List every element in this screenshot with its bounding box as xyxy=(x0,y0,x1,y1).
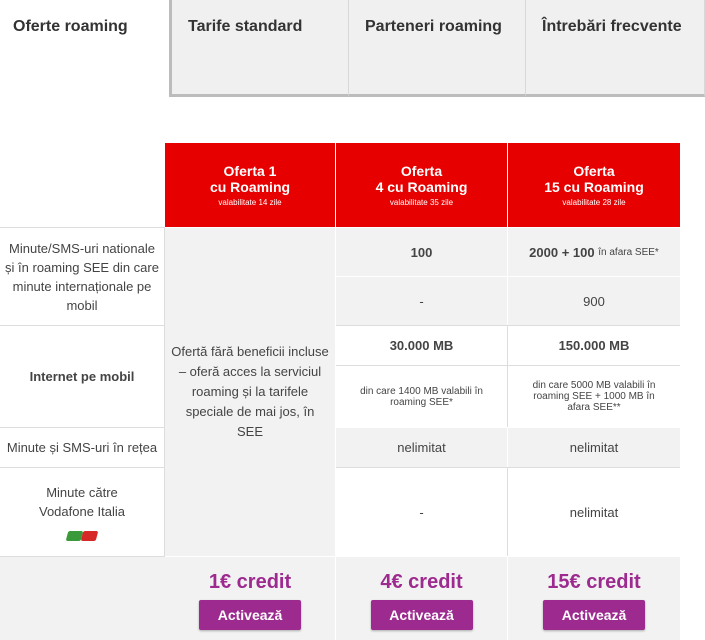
offer2-minutes: 100 xyxy=(336,227,508,276)
offer3-validity: valabilitate 28 zile xyxy=(562,198,626,207)
offer2-italy: - xyxy=(336,467,508,556)
row-label-internet: Internet pe mobil xyxy=(0,325,165,427)
italy-flag-icon xyxy=(67,531,97,541)
row-label-italy: Minute către Vodafone Italia xyxy=(38,485,126,519)
offer2-title-line2: 4 cu Roaming xyxy=(375,179,468,195)
tab-parteneri-roaming[interactable]: Parteneri roaming xyxy=(349,0,526,97)
row-label-italy-cell xyxy=(0,467,165,556)
offer2-network: nelimitat xyxy=(336,427,508,467)
offer1-title-line1: Oferta 1 xyxy=(223,163,277,179)
offer2-validity: valabilitate 35 zile xyxy=(389,198,454,207)
offer3-title-line1: Oferta xyxy=(573,163,615,179)
offer2-price-cell xyxy=(336,556,508,640)
offer3-minutes-suffix: în afara SEE* xyxy=(598,246,659,258)
offer1-price-cell xyxy=(165,556,336,640)
offer1-validity: valabilitate 14 zile xyxy=(218,198,282,207)
offer2-intl-minutes: - xyxy=(336,276,508,325)
offer3-intl-minutes: 900 xyxy=(508,276,680,325)
offer1-activate-button[interactable]: Activează xyxy=(199,600,301,630)
offer3-internet-note: din care 5000 MB valabili în roaming SEE + 1000 MB în afara SEE** xyxy=(508,365,680,427)
offer3-internet: 150.000 MB xyxy=(508,325,680,365)
offer2-price: 4€ credit xyxy=(380,571,463,593)
offer2-title-line1: Oferta xyxy=(400,163,443,179)
price-row-label xyxy=(0,556,165,640)
offer1-header xyxy=(165,143,336,227)
offer3-price: 15€ credit xyxy=(547,571,641,593)
offer3-italy: nelimitat xyxy=(508,467,680,556)
offer2-internet: 30.000 MB xyxy=(336,325,508,365)
offer3-price-cell xyxy=(508,556,680,640)
row-label-network: Minute și SMS-uri în rețea xyxy=(0,427,165,467)
offer2-internet-note: din care 1400 MB valabili în roaming SEE* xyxy=(336,365,508,427)
offer1-description: Ofertă fără beneficii incluse – oferă acces la serviciul roaming și la tarifele speciale de mai jos, în SEE xyxy=(165,227,336,556)
offer2-activate-button[interactable]: Activează xyxy=(371,600,473,630)
offer3-minutes-cell xyxy=(508,227,680,276)
offer1-price: 1€ credit xyxy=(208,571,292,593)
offer1-title-line2: cu Roaming xyxy=(209,179,291,195)
tab-intrebari-frecvente[interactable]: Întrebări frecvente xyxy=(526,0,705,97)
offer2-header xyxy=(336,143,508,227)
offer3-network: nelimitat xyxy=(508,427,680,467)
tab-tarife-standard[interactable]: Tarife standard xyxy=(169,0,349,97)
offer3-header xyxy=(508,143,680,227)
offer3-title-line2: 15 cu Roaming xyxy=(544,179,644,195)
row-label-minutes: Minute/SMS-uri nationale și în roaming SEE din care minute internaționale pe mobil xyxy=(0,227,165,325)
tab-oferte-roaming[interactable]: Oferte roaming xyxy=(0,0,169,97)
tab-bar xyxy=(0,0,705,100)
offer3-activate-button[interactable]: Activează xyxy=(543,600,645,630)
offer3-minutes: 2000 + 100 xyxy=(529,244,595,260)
